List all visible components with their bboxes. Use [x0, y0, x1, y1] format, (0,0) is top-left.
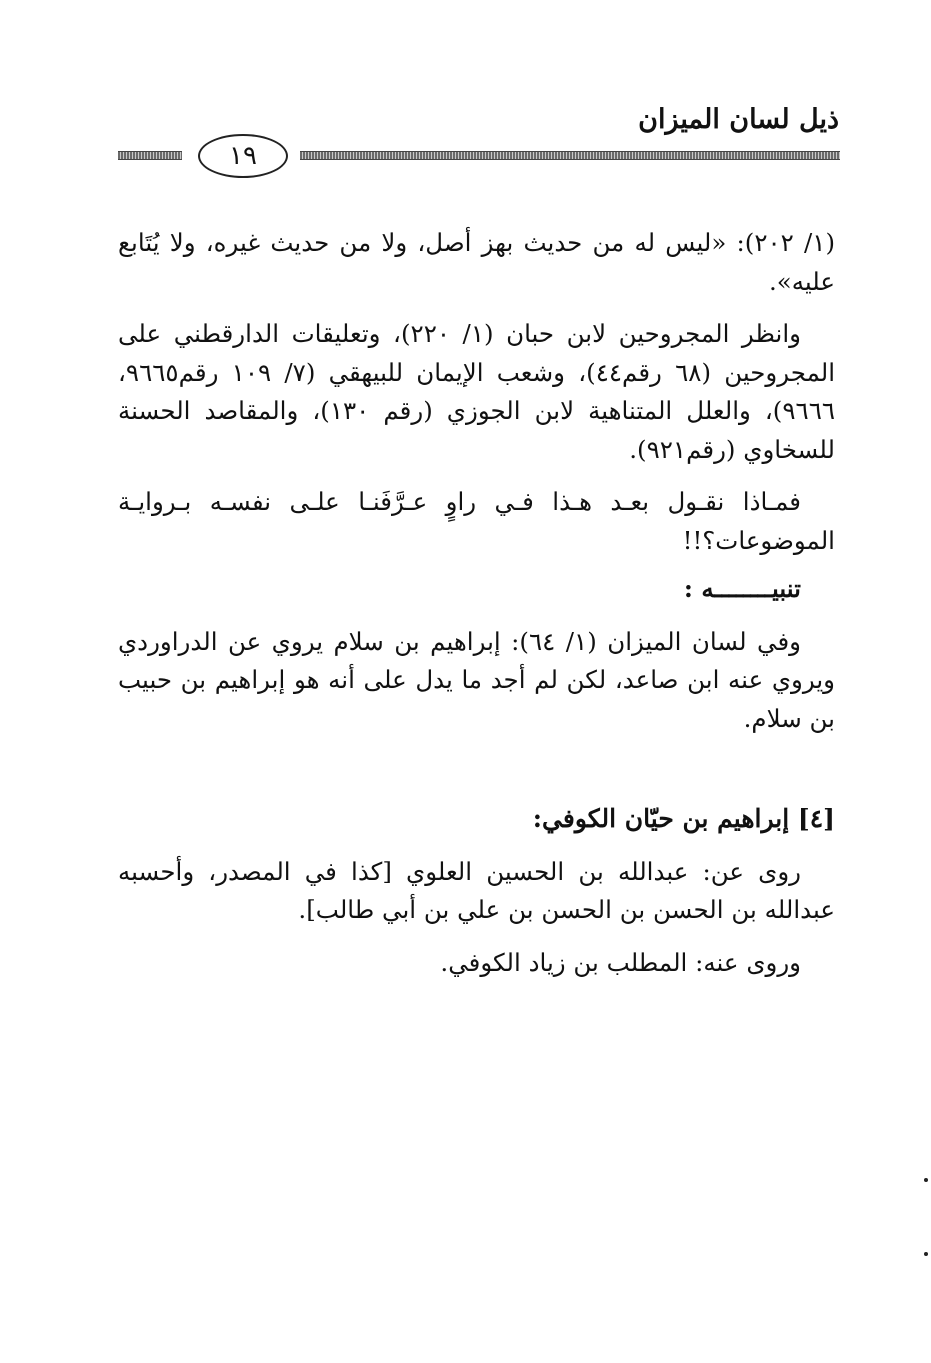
- book-title: ذيل لسان الميزان: [638, 104, 839, 135]
- paragraph-question: فمـاذا نقـول بعـد هـذا فـي راوٍ عـرَّفَنـا علـى نفسـه بـروايـة الموضوعات؟!!: [118, 487, 835, 555]
- page-body: [118, 224, 835, 982]
- entry-narrated-by: وروى عنه: المطلب بن زياد الكوفي.: [440, 947, 801, 977]
- note-text: وفي لسان الميزان (١/ ٦٤): إبراهيم بن سلام يروي عن الدراوردي ويروي عنه ابن صاعد، لكن لم أجد ما يدل على أنه هو إبراهيم بن حبيب بن سلام.: [118, 626, 835, 733]
- scan-speck: [924, 1252, 928, 1256]
- entry-heading: [٤] إبراهيم بن حيّان الكوفي:: [532, 804, 835, 833]
- entry-narrated-from: روى عن: عبدالله بن الحسين العلوي [كذا في المصدر، وأحسبه عبدالله بن الحسن بن الحسن بن علي بن أبي طالب].: [118, 856, 835, 924]
- paragraph-continuation: (١/ ٢٠٢): «ليس له من حديث بهز أصل، ولا من حديث غيره، ولا يُتَابع عليه».: [118, 228, 836, 296]
- scan-speck: [924, 1178, 928, 1182]
- header-rule-right: [300, 151, 840, 160]
- page-number: ١٩: [198, 134, 288, 178]
- section-gap: [118, 738, 835, 800]
- header-rule-left: [118, 151, 182, 160]
- note-heading: تنبيــــــــه :: [683, 574, 801, 603]
- paragraph-references: وانظر المجروحين لابن حبان (١/ ٢٢٠)، وتعليقات الدارقطني على المجروحين (٦٨ رقم٤٤)، وشعب الإيمان للبيهقي (٧/ ١٠٩ رقم٩٦٦٥، ٩٦٦٦)، والعلل المتناهية لابن الجوزي (رقم ١٣٠)، والمقاصد الحسنة للسخاوي (رقم٩٢١).: [118, 319, 836, 464]
